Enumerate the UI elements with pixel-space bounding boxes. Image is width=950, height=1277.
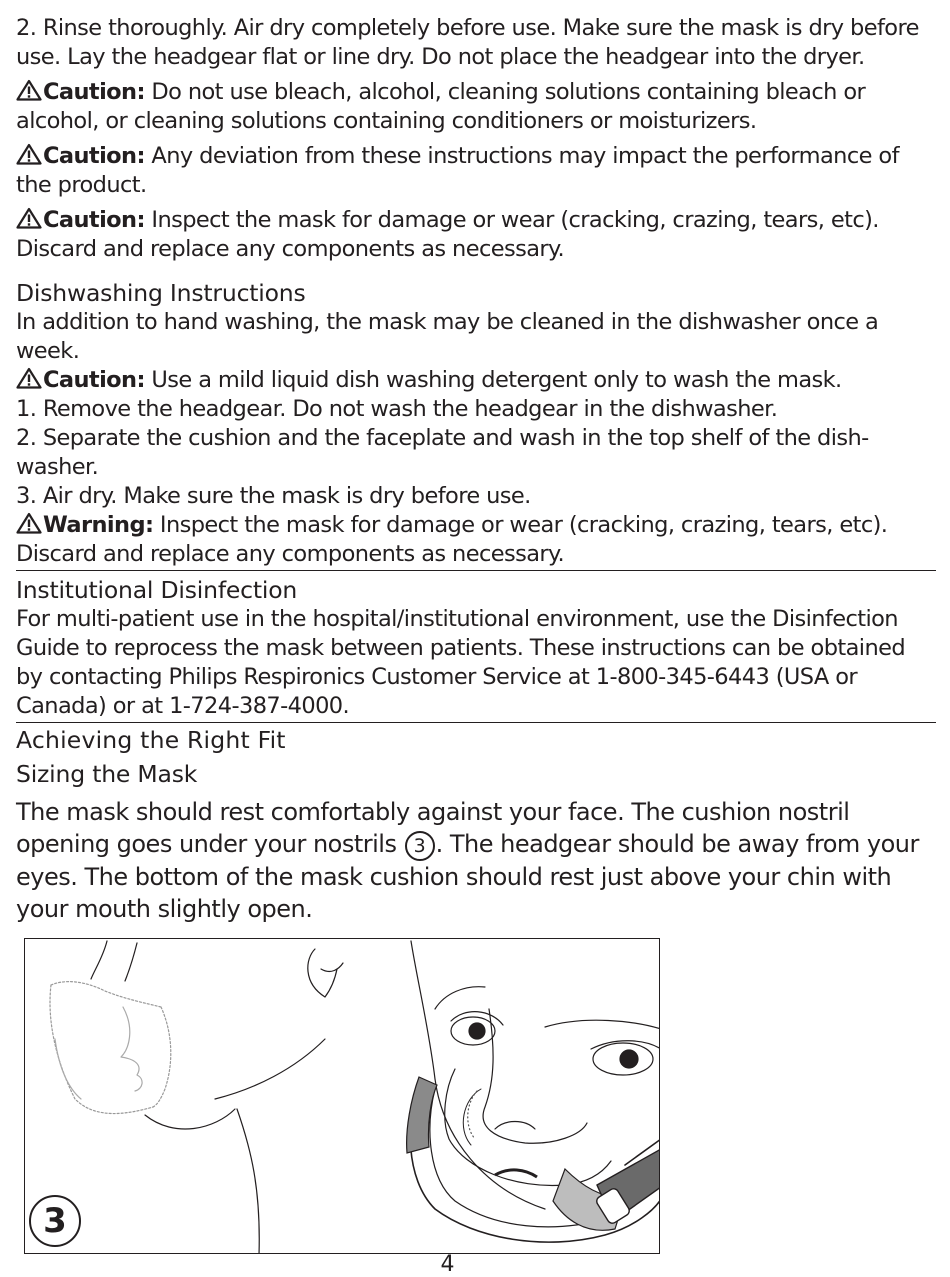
caution-label: Caution: xyxy=(43,367,145,393)
fit-heading: Achieving the Right Fit xyxy=(16,726,286,754)
section-divider xyxy=(16,722,936,723)
mask-illustration-drawing xyxy=(25,939,660,1254)
caution-text: Use a mild liquid dish washing detergent only to wash the mask. xyxy=(144,367,842,393)
caution-paragraph xyxy=(16,206,936,264)
fit-text xyxy=(16,796,936,925)
caution-label: Caution: xyxy=(43,143,145,169)
dishwashing-step-3: 3. Air dry. Make sure the mask is dry before use. xyxy=(16,483,531,509)
caution-label: Caution: xyxy=(43,207,145,233)
caution-text: Inspect the mask for damage or wear (cracking, crazing, tears, etc). Discard and replace any components as necessary. xyxy=(16,207,879,262)
sizing-subheading: Sizing the Mask xyxy=(16,760,198,788)
manual-page xyxy=(16,14,936,925)
institutional-text: For multi-patient use in the hospital/institutional environment, use the Disinfection Guide to reprocess the mask between patients. These instructions can be obtained by contacting Philips Respironics Customer Service at 1-800-345-6443 (USA or Canada) or at 1-724-387-4000. xyxy=(16,606,906,719)
institutional-heading: Institutional Disinfection xyxy=(16,576,298,604)
warning-text: Inspect the mask for damage or wear (cracking, crazing, tears, etc). Discard and replace any components as necessary. xyxy=(16,512,888,567)
cleaning-step-2: 2. Rinse thoroughly. Air dry completely before use. Make sure the mask is dry before use. Lay the headgear flat or line dry. Do not place the headgear into the dryer. xyxy=(16,15,919,70)
mask-fit-illustration xyxy=(24,938,660,1254)
warning-paragraph xyxy=(16,511,936,569)
fit-text-part-2: . The headgear should be away from your eyes. The bottom of the mask cushion should rest just above your chin with your mouth slightly open. xyxy=(16,830,919,923)
fit-text-part-1: The mask should rest comfortably against your face. The cushion nostril opening goes under your nostrils xyxy=(16,798,850,858)
caution-paragraph xyxy=(16,78,936,136)
warning-triangle-icon xyxy=(16,207,42,229)
caution-paragraph xyxy=(16,142,936,200)
figure-reference: 3 xyxy=(405,831,435,861)
caution-text: Any deviation from these instructions may impact the performance of the product. xyxy=(16,143,899,198)
warning-triangle-icon xyxy=(16,143,42,165)
warning-label: Warning: xyxy=(43,512,154,538)
dishwashing-intro: In addition to hand washing, the mask may be cleaned in the dishwasher once a week. xyxy=(16,309,879,364)
section-divider xyxy=(16,570,936,571)
figure-number-badge: 3 xyxy=(29,1195,81,1247)
dishwashing-step-2: 2. Separate the cushion and the faceplate and wash in the top shelf of the dish-washer. xyxy=(16,425,869,480)
page-number: 4 xyxy=(440,1252,455,1277)
caution-paragraph xyxy=(16,366,936,395)
dishwashing-step-1: 1. Remove the headgear. Do not wash the headgear in the dishwasher. xyxy=(16,396,778,422)
warning-triangle-icon xyxy=(16,79,42,101)
dishwashing-heading: Dishwashing Instructions xyxy=(16,279,306,307)
warning-triangle-icon xyxy=(16,512,42,534)
caution-text: Do not use bleach, alcohol, cleaning solutions containing bleach or alcohol, or cleaning solutions containing conditioners or moisturizers. xyxy=(16,79,866,134)
warning-triangle-icon xyxy=(16,367,42,389)
caution-label: Caution: xyxy=(43,79,145,105)
